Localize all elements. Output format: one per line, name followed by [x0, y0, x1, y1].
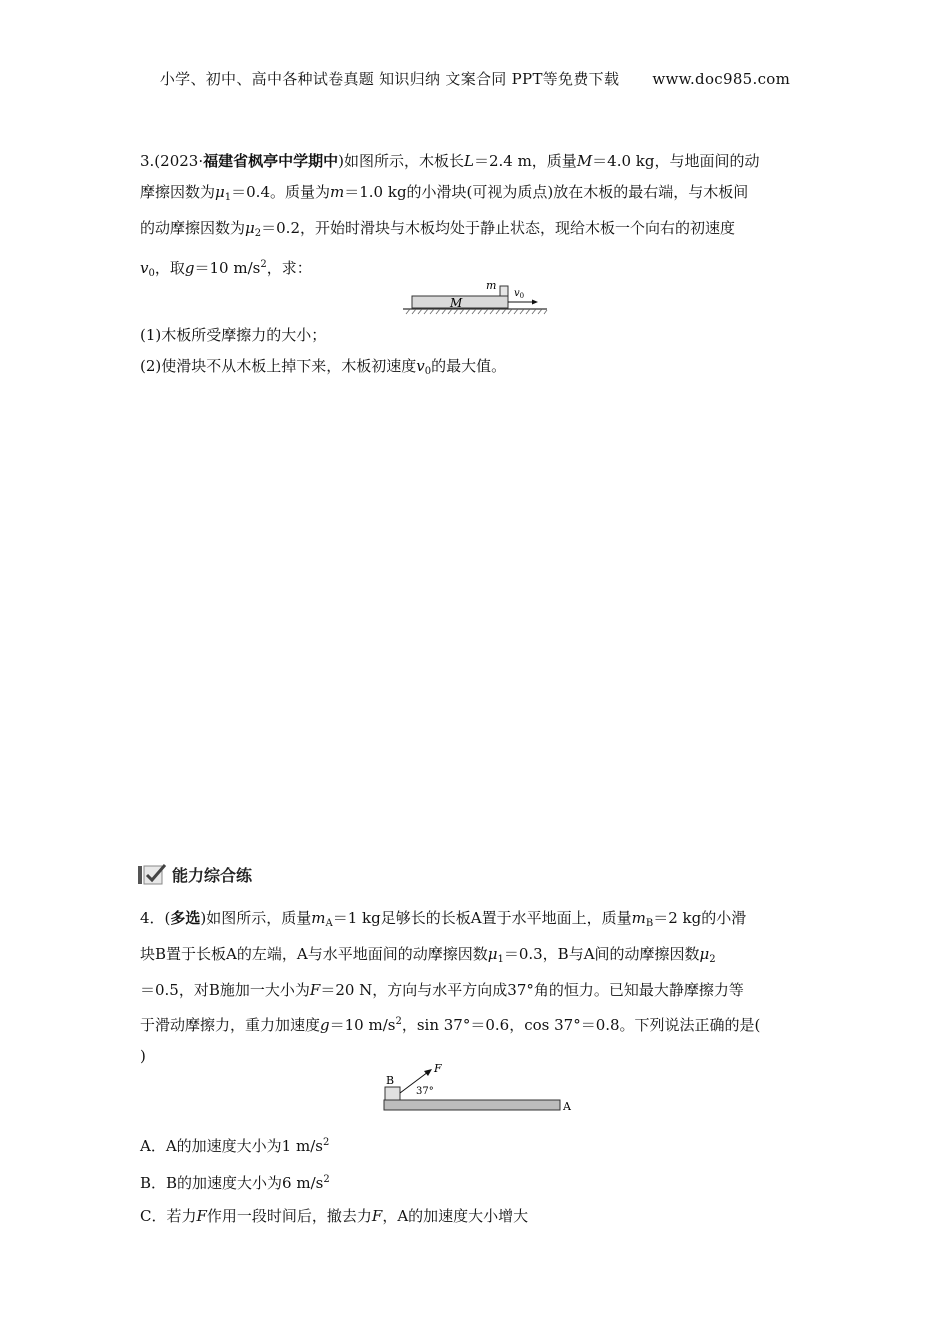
subscript: 0: [148, 268, 155, 279]
q4-text: 块B置于长板A的左端，A与水平地面间的动摩擦因数: [140, 945, 488, 963]
var-v: v: [140, 259, 149, 277]
arrow-head-icon: [424, 1069, 432, 1076]
subscript: 1: [224, 192, 232, 203]
subscript: B: [645, 918, 654, 929]
option-text: ，A的加速度大小增大: [382, 1207, 529, 1225]
var-M: M: [576, 152, 593, 170]
checkmark-badge-icon: [138, 863, 168, 889]
arrow-head-icon: [532, 300, 538, 305]
option-text: C．若力: [140, 1207, 197, 1225]
q3-text: ＝0.4。质量为: [231, 183, 330, 201]
var-mu: μ: [245, 219, 255, 237]
q3-text: ，取: [154, 259, 185, 277]
q4-text: ，sin 37°＝0.6，cos 37°＝0.8。下列说法正确的是(: [401, 1016, 761, 1034]
label-angle: 37°: [416, 1086, 434, 1097]
var-F: F: [196, 1207, 207, 1225]
var-m: m: [311, 909, 326, 927]
q3-line-3: [140, 213, 812, 249]
var-g: g: [184, 259, 195, 277]
option-text: B．B的加速度大小为6 m/s: [140, 1174, 324, 1192]
label-M: M: [450, 296, 463, 310]
q4-text: ＝20 N，方向与水平方向成37°角的恒力。已知最大静摩擦力等: [320, 981, 744, 999]
var-g: g: [320, 1016, 330, 1034]
block-B: [385, 1087, 400, 1100]
option-c[interactable]: [140, 1200, 812, 1233]
ground-hatching: [406, 309, 547, 314]
q4-text: ＝0.3，B与A间的动摩擦因数: [503, 945, 700, 963]
question-3: [140, 146, 812, 289]
q4-multi-tag: 多选: [170, 909, 201, 927]
superscript: 2: [323, 1174, 330, 1185]
label-F: F: [434, 1062, 442, 1075]
label-B: B: [386, 1074, 395, 1087]
label-v0: $v_0$: [514, 288, 525, 300]
figure-board-force: [380, 1060, 580, 1116]
question-4: [140, 903, 812, 1072]
var-m: m: [631, 909, 646, 927]
q3-line-1: [140, 146, 812, 177]
q3-text: ＝2.4 m，质量: [473, 152, 577, 170]
section-title: 能力综合练: [172, 866, 253, 885]
header-site-link[interactable]: www.doc985.com: [652, 70, 791, 88]
var-mu: μ: [699, 945, 710, 963]
board-A: [384, 1100, 560, 1110]
q4-line-1: [140, 903, 812, 939]
var-v: v: [416, 357, 425, 375]
subscript: 2: [254, 228, 262, 239]
var-L: L: [463, 152, 474, 170]
subscript: 1: [497, 954, 504, 965]
q3-text: (2)使滑块不从木板上掉下来，木板初速度: [140, 357, 417, 375]
subscript: 2: [709, 954, 716, 965]
q3-text: ＝1.0 kg的小滑块(可视为质点)放在木板的最右端，与木板间: [344, 183, 749, 201]
header-text: 小学、初中、高中各种试卷真题 知识归纳 文案合同 PPT等免费下载: [159, 70, 620, 88]
q3-part-2: [140, 351, 812, 387]
q3-text: )如图所示，木板长: [338, 152, 464, 170]
q4-text: )如图所示，质量: [200, 909, 312, 927]
subscript: 0: [424, 366, 432, 377]
question-3-parts: [140, 320, 812, 387]
var-mu: μ: [487, 945, 498, 963]
option-b[interactable]: [140, 1163, 812, 1200]
q3-line-2: [140, 177, 812, 213]
page-header: [0, 68, 950, 89]
q3-text: 的最大值。: [431, 357, 507, 375]
q3-text: ＝0.2，开始时滑块与木板均处于静止状态，现给木板一个向右的初速度: [261, 219, 735, 237]
q4-line-3: [140, 975, 812, 1006]
q3-text: 的动摩擦因数为: [140, 219, 246, 237]
q4-line-5: ): [140, 1047, 146, 1065]
q4-line-2: [140, 939, 812, 975]
q4-text: ＝1 kg足够长的长板A置于水平地面上，质量: [332, 909, 632, 927]
var-m: m: [330, 183, 345, 201]
q3-text: 3.(2023·: [140, 152, 204, 170]
subscript: A: [325, 918, 333, 929]
superscript: 2: [260, 259, 267, 270]
superscript: 2: [322, 1137, 330, 1148]
q3-part-1: (1)木板所受摩擦力的大小；: [140, 326, 327, 344]
figure-board-block: [400, 278, 550, 316]
q4-text: ＝0.5，对B施加一大小为: [140, 981, 310, 999]
option-a[interactable]: [140, 1126, 812, 1163]
label-m: m: [486, 279, 497, 292]
section-header: [136, 860, 286, 892]
option-text: A．A的加速度大小为1 m/s: [140, 1137, 323, 1155]
answer-options: [140, 1126, 812, 1233]
q3-text: ＝10 m/s: [194, 259, 261, 277]
var-F: F: [371, 1207, 383, 1225]
q4-line-4: [140, 1006, 812, 1041]
label-A: A: [563, 1100, 571, 1113]
q3-text: 摩擦因数为: [140, 183, 216, 201]
block-m: [500, 286, 508, 296]
option-text: 作用一段时间后，撤去力: [206, 1207, 372, 1225]
superscript: 2: [395, 1016, 402, 1027]
var-mu: μ: [215, 183, 225, 201]
var-F: F: [309, 981, 321, 999]
q4-text: 4．(: [140, 909, 171, 927]
q3-source: 福建省枫亭中学期中: [203, 152, 339, 170]
q4-text: ＝10 m/s: [329, 1016, 396, 1034]
q4-text: 于滑动摩擦力，重力加速度: [140, 1016, 321, 1034]
q3-text: ，求：: [266, 259, 312, 277]
q4-text: ＝2 kg的小滑: [653, 909, 747, 927]
q3-text: ＝4.0 kg，与地面间的动: [592, 152, 760, 170]
